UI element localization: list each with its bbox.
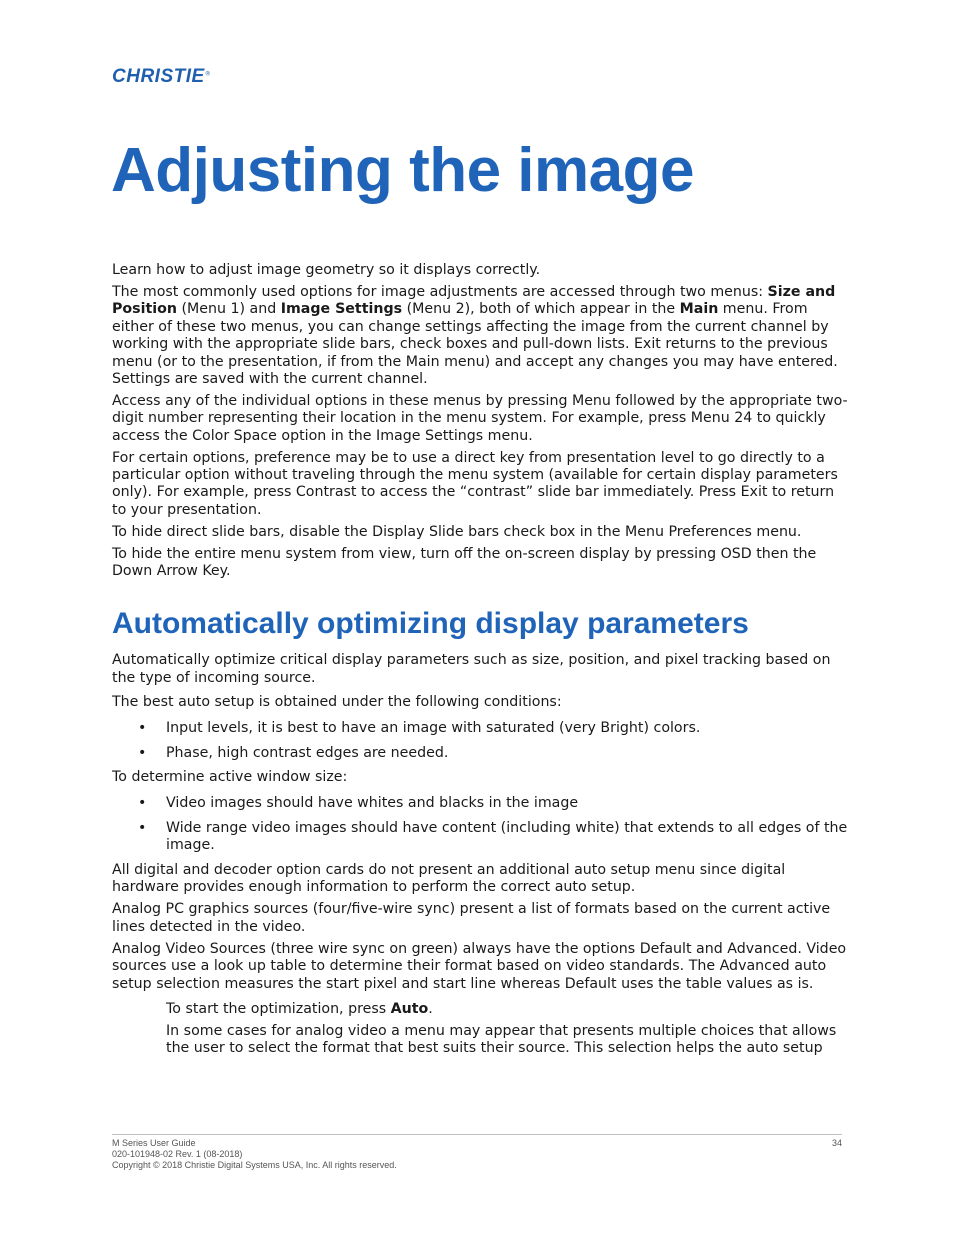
text-run: The most commonly used options for image adjustments are accessed through two menus: — [112, 283, 768, 300]
direct-key-paragraph: For certain options, preference may be to use a direct key from presentation level to go directly to a particular option without traveling through the menu system (available for certain display parameters only). For example, press Contrast to access the “contrast” slide bar immediately. Press Exit to return to your presentation. — [112, 449, 838, 518]
list-item — [112, 820, 848, 855]
hide-menu-paragraph: To hide the entire menu system from view, turn off the on-screen display by pressing OSD then the Down Arrow Key. — [112, 545, 817, 579]
menu-name-image-settings: Image Settings — [280, 301, 403, 318]
text-run: menu. From either of these two menus, you can change settings affecting the image from the current channel by working with the appropriate slide bars, check boxes and pull-down lists. Exit returns to the previous menu (or to the presentation, if from the Main menu) and accept any changes you may have entered. Settings are saved with the current channel. — [112, 301, 838, 387]
step-start-optimization — [112, 1001, 848, 1018]
list-item-text: Wide range video images should have content (including white) that extends to all edges of the image. — [166, 819, 848, 854]
bullet: • — [138, 819, 147, 836]
window-size-paragraph: To determine active window size: — [112, 769, 348, 786]
analog-pc-paragraph: Analog PC graphics sources (four/five-wire sync) present a list of formats based on the current active lines detected in the video. — [112, 901, 831, 935]
page-footer — [112, 1134, 842, 1171]
section-intro: Automatically optimize critical display parameters such as size, position, and pixel tracking based on the type of incoming source. — [112, 652, 831, 686]
christie-logo — [112, 66, 211, 88]
footer-revision: 020-101948-02 Rev. 1 (08-2018) — [112, 1149, 243, 1159]
list-item — [112, 795, 848, 812]
text-run: (Menu 1) and — [176, 301, 281, 318]
analog-video-paragraph: Analog Video Sources (three wire sync on green) always have the options Default and Advanced. Video sources use a look up table to determine their format based on video standards. The Advanced auto setup selection measures the start pixel and start line whereas Default uses the table values as is. — [112, 940, 847, 992]
logo-registered-mark: ® — [204, 70, 211, 78]
page-title: Adjusting the image — [111, 136, 694, 205]
bullet: • — [138, 744, 147, 761]
conditions-list — [112, 720, 848, 762]
menu-name-size-position: Size and Position — [112, 283, 836, 318]
bullet: • — [138, 719, 147, 736]
menu-name-main: Main — [679, 301, 719, 318]
list-item — [112, 720, 848, 737]
list-item — [112, 745, 848, 762]
menus-paragraph — [112, 284, 848, 388]
bullet: • — [138, 794, 147, 811]
text-run: . — [428, 1000, 433, 1017]
text-run: (Menu 2), both of which appear in the — [402, 301, 680, 318]
logo-text: CHRISTIE — [112, 66, 205, 87]
window-size-list — [112, 795, 848, 855]
list-item-text: Input levels, it is best to have an image with saturated (very Bright) colors. — [166, 719, 701, 736]
auto-key-name: Auto — [390, 1000, 429, 1017]
text-run: To start the optimization, press — [166, 1000, 391, 1017]
menu-access-paragraph: Access any of the individual options in these menus by pressing Menu followed by the appropriate two-digit number representing their location in the menu system. For example, press Menu 24 to quickly access the Color Space option in the Image Settings menu. — [112, 392, 848, 444]
conditions-paragraph: The best auto setup is obtained under the following conditions: — [112, 694, 562, 711]
page-number: 34 — [831, 1138, 842, 1148]
step-result-paragraph: In some cases for analog video a menu may appear that presents multiple choices that allows the user to select the format that best suits their source. This selection helps the auto setup — [166, 1022, 837, 1057]
footer-copyright: Copyright © 2018 Christie Digital Systems USA, Inc. All rights reserved. — [112, 1160, 397, 1170]
section-heading: Automatically optimizing display parameters — [112, 607, 749, 641]
list-item-text: Video images should have whites and blacks in the image — [166, 794, 579, 811]
list-item-text: Phase, high contrast edges are needed. — [166, 744, 449, 761]
footer-guide-name: M Series User Guide — [112, 1138, 196, 1148]
digital-cards-paragraph: All digital and decoder option cards do not present an additional auto setup menu since digital hardware provides enough information to perform the correct auto setup. — [112, 862, 786, 896]
hide-slide-bars-paragraph: To hide direct slide bars, disable the Display Slide bars check box in the Menu Preferences menu. — [112, 523, 802, 540]
intro-paragraph: Learn how to adjust image geometry so it displays correctly. — [112, 262, 541, 278]
main-content — [112, 262, 848, 1062]
